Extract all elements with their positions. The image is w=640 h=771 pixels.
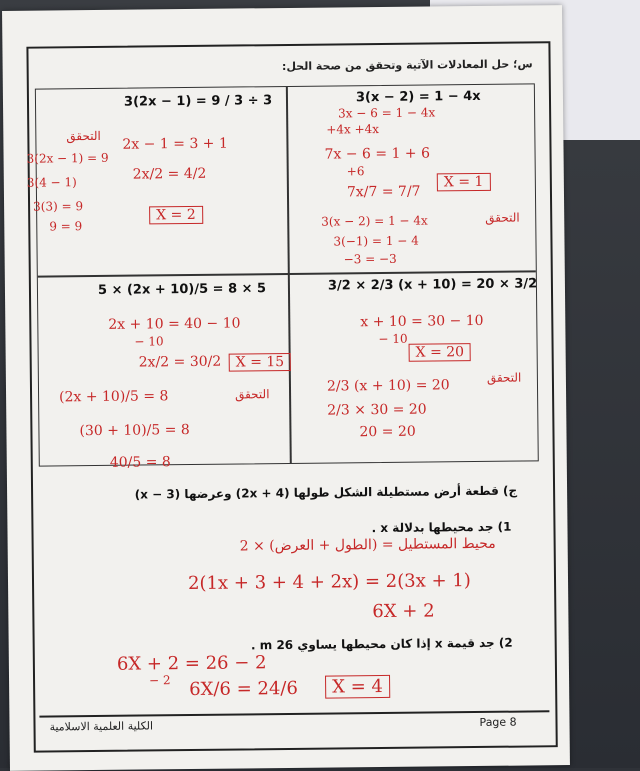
check-line: 3(3) = 9 (33, 199, 84, 214)
part-c-statement: ج) قطعة أرض مستطيلة الشكل طولها (4 + 2x) وعرضها (x − 3) (134, 483, 518, 502)
answer-box: X = 20 (409, 343, 472, 362)
work-line: 2x − 1 = 3 + 1 (122, 135, 228, 153)
work-line: 2x + 10 = 40 − 10 (108, 315, 241, 333)
work-line: +4x +4x (326, 122, 380, 137)
q1-answer: 6X + 2 (372, 600, 435, 623)
q2-work-line: 6X/6 = 24/6 (189, 677, 298, 701)
equation: 3(2x − 1) = 9 / 3 ÷ 3 (123, 93, 273, 110)
q2-work-line: 6X + 2 = 26 − 2 (116, 652, 267, 675)
check-line: 3(4 − 1) (26, 175, 77, 190)
check-label: التحقق (66, 128, 101, 144)
question-2: 2) جد قيمة x إذا كان محيطها يساوي 26 m . (250, 635, 513, 653)
work-line: − 10 (378, 331, 408, 347)
equation: 5 × (2x + 10)/5 = 8 × 5 (97, 281, 267, 298)
check-line: 20 = 20 (359, 423, 416, 441)
cell-bottom-right (288, 270, 540, 459)
work-line: 2x/2 = 4/2 (132, 165, 207, 183)
check-line: (30 + 10)/5 = 8 (79, 422, 190, 440)
work-line: 7x/7 = 7/7 (346, 183, 421, 201)
footer-page-number: Page 8 (479, 715, 517, 729)
equation: 3/2 × 2/3 (x + 10) = 20 × 3/2 (327, 276, 538, 294)
cell-top-right (286, 84, 538, 273)
check-line: 2/3 × 30 = 20 (327, 401, 427, 419)
work-line: x + 10 = 30 − 10 (360, 312, 484, 331)
q2-answer-box: X = 4 (325, 675, 390, 699)
check-line: 3(2x − 1) = 9 (26, 150, 109, 166)
cell-top-left (26, 87, 288, 276)
equation: 3(x − 2) = 1 − 4x (355, 88, 481, 106)
check-line: 3(x − 2) = 1 − 4x (321, 213, 428, 229)
check-line: 3(−1) = 1 − 4 (333, 233, 419, 249)
work-line: 3x − 6 = 1 − 4x (338, 105, 436, 121)
q1-work-line: 2(1x + 3 + 4 + 2x) = 2(3x + 1) (187, 570, 471, 595)
check-label: التحقق (234, 387, 270, 402)
answer-box: X = 15 (229, 353, 292, 372)
footer-college: الكلية العلمية الاسلامية (49, 719, 154, 734)
check-label: التحقق (485, 210, 520, 225)
equations-grid (26, 83, 539, 471)
q2-work-line: − 2 (148, 673, 171, 688)
work-line: 2x/2 = 30/2 (138, 353, 222, 371)
check-line: 40/5 = 8 (109, 454, 171, 471)
work-line: +6 (346, 164, 365, 179)
check-label: التحقق (486, 370, 522, 385)
q1-work-line: محيط المستطيل = (الطول + العرض) × 2 (239, 535, 496, 555)
check-line: 2/3 (x + 10) = 20 (326, 377, 450, 395)
cell-bottom-left (38, 273, 290, 471)
check-line: −3 = −3 (343, 251, 397, 267)
question-1: 1) جد محيطها بدلالة x . (371, 519, 512, 536)
answer-box: X = 1 (437, 173, 491, 192)
worksheet-page (2, 5, 570, 771)
check-line: (2x + 10)/5 = 8 (59, 388, 169, 406)
check-line: 9 = 9 (49, 219, 83, 234)
work-line: 7x − 6 = 1 + 6 (324, 145, 431, 163)
work-line: − 10 (134, 334, 164, 349)
instruction-text: س؛ حل المعادلات الآتية وتحقق من صحة الحل: (281, 57, 533, 74)
answer-box: X = 2 (149, 206, 203, 225)
